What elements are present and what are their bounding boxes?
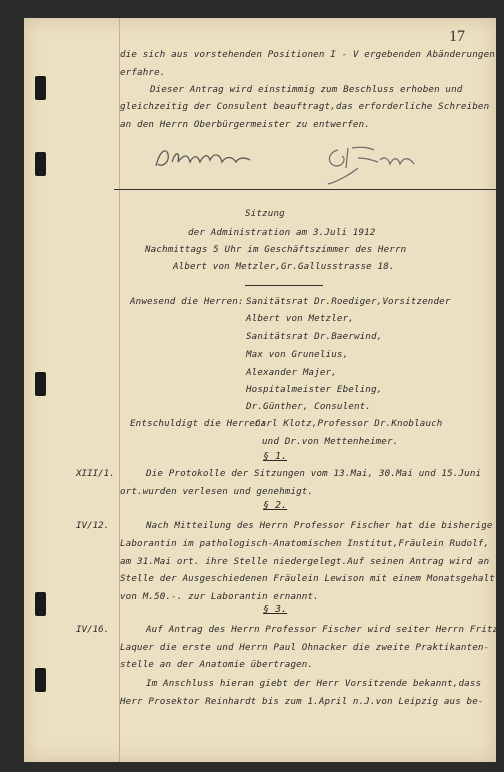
signature-roediger (150, 140, 260, 176)
attendee: Hospitalmeister Ebeling, (246, 384, 383, 395)
header-rule (245, 285, 323, 286)
section-title: § 1. (263, 451, 288, 462)
excused-member: und Dr.von Mettenheimer. (262, 436, 399, 447)
attendee: Dr.Günther, Consulent. (246, 401, 371, 412)
text-line: Auf Antrag des Herrn Professor Fischer wird seiter Herrn Fritz (146, 624, 499, 635)
text-line: stelle an der Anatomie übertragen. (120, 659, 314, 670)
text-line: Die Protokolle der Sitzungen vom 13.Mai, 30.Mai und 15.Juni (146, 468, 482, 479)
attendee: Sanitätsrat Dr.Roediger,Vorsitzender (246, 296, 451, 307)
text-line: die sich aus vorstehenden Positionen I - V ergebenden Abänderungen (120, 49, 495, 60)
text-line: von M.50.-. zur Laborantin ernannt. (120, 591, 319, 602)
attendee: Albert von Metzler, (246, 313, 354, 324)
session-line: Albert von Metzler,Gr.Gallusstrasse 18. (173, 261, 395, 272)
attendee: Sanitätsrat Dr.Baerwind, (246, 331, 383, 342)
text-line: am 31.Mai ort. ihre Stelle niedergelegt.Auf seinen Antrag wird an (120, 556, 490, 567)
text-line: Laquer die erste und Herrn Paul Ohnacker die zweite Praktikanten- (120, 642, 490, 653)
section-divider (114, 189, 496, 190)
text-line: ort.wurden verlesen und genehmigt. (120, 486, 314, 497)
reference-number: XIII/1. (76, 468, 115, 479)
reference-number: IV/16. (76, 624, 110, 635)
binding-hole (35, 76, 46, 100)
attendance-label: Anwesend die Herren: (130, 296, 244, 307)
text-line: Laborantin im pathologisch-Anatomischen Institut,Fräulein Rudolf, (120, 538, 490, 549)
binding-hole (35, 152, 46, 176)
attendee: Alexander Majer, (246, 367, 337, 378)
session-line: der Administration am 3.Juli 1912 (188, 227, 376, 238)
binding-hole (35, 592, 46, 616)
text-line: Herr Prosektor Reinhardt bis zum 1.April n.J.von Leipzig aus be- (120, 696, 484, 707)
text-line: Im Anschluss hieran giebt der Herr Vorsitzende bekannt,dass (146, 678, 482, 689)
session-line: Nachmittags 5 Uhr im Geschäftszimmer des Herrn (145, 244, 407, 255)
text-line: Dieser Antrag wird einstimmig zum Beschluss erhoben und (150, 84, 463, 95)
session-title: Sitzung (245, 208, 285, 219)
text-line: Stelle der Ausgeschiedenen Fräulein Lewison mit einem Monatsgehalt (120, 573, 495, 584)
excused-label: Entschuldigt die Herren: (130, 418, 267, 429)
text-line: Nach Mitteilung des Herrn Professor Fischer hat die bisherige (146, 520, 493, 531)
section-title: § 2. (263, 500, 288, 511)
binding-hole (35, 668, 46, 692)
section-title: § 3. (263, 604, 288, 615)
text-line: erfahre. (120, 67, 166, 78)
signature-funck (318, 138, 428, 188)
text-line: gleichzeitig der Consulent beauftragt,das erforderliche Schreiben (120, 101, 490, 112)
page-number: 17 (449, 28, 465, 45)
attendee: Max von Grunelius, (246, 349, 349, 360)
text-line: an den Herrn Oberbürgermeister zu entwerfen. (120, 119, 370, 130)
binding-hole (35, 372, 46, 396)
reference-number: IV/12. (76, 520, 110, 531)
excused-member: Carl Klotz,Professor Dr.Knoblauch (255, 418, 443, 429)
